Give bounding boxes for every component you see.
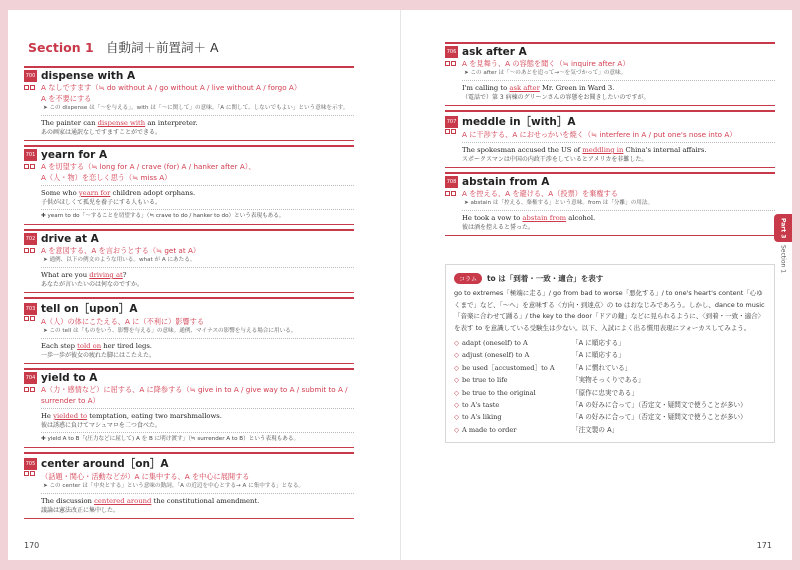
vocab-entry	[24, 297, 354, 364]
entry-phrase: dispense with A	[41, 70, 136, 82]
page-number-left: 170	[24, 541, 40, 550]
checkbox[interactable]	[30, 85, 35, 90]
column-list	[454, 337, 766, 436]
vocab-entry	[24, 145, 354, 225]
example-japanese: スポークスマンは中国の内政干渉をしているとアメリカを非難した。	[462, 156, 648, 163]
section-label: Section 1	[28, 40, 94, 55]
entry-head	[445, 114, 775, 129]
example-pre: The painter can	[41, 119, 98, 127]
example-english	[41, 118, 354, 128]
checkbox[interactable]	[451, 129, 456, 134]
vocab-entry	[24, 66, 354, 141]
checkbox[interactable]	[24, 164, 29, 169]
checkbox[interactable]	[24, 85, 29, 90]
side-tab-section: Section 1	[779, 244, 787, 274]
checkbox[interactable]	[30, 387, 35, 392]
example	[41, 493, 354, 515]
entry-meaning: A に干渉する、A におせっかいを焼く（≒ interfere in A / put one's nose into A）	[462, 130, 737, 139]
entry-body	[445, 129, 775, 164]
entry-note: ➤ この dispense は「～を与える」。with は「～に関して」の意味。「A に関して、しないでもよい」という意味を示す。	[43, 105, 349, 111]
entry-body	[445, 58, 775, 102]
entry-body	[445, 188, 775, 232]
entry-head	[24, 233, 354, 245]
example-post: alcohol.	[566, 214, 596, 222]
checkbox-group[interactable]	[24, 316, 35, 321]
column-list-item	[454, 362, 766, 374]
column-item-english: to A's liking	[462, 413, 502, 422]
entry-head	[445, 176, 775, 188]
column-box	[445, 264, 775, 443]
right-entry-column	[445, 42, 775, 240]
left-page	[8, 10, 400, 560]
entry-tip: ✚ yearn to do「～することを切望する」（≒ crave to do / hanker to do）という表現もある。	[41, 209, 354, 221]
entry-meaning: A を控える、A を避ける、A（投票）を棄権する	[462, 189, 618, 198]
vocab-entry	[445, 110, 775, 168]
example-post: children adopt orphans.	[110, 189, 196, 197]
column-item-english: to A's taste	[462, 401, 500, 410]
example-pre: He	[41, 412, 54, 420]
example-pre: What are you	[41, 271, 90, 279]
example-english	[41, 341, 354, 351]
diamond-bullet-icon: ◇	[454, 425, 460, 434]
example-highlight: ask after	[509, 84, 540, 92]
checkbox-group[interactable]	[24, 471, 35, 476]
example-english	[41, 496, 354, 506]
checkbox[interactable]	[30, 471, 35, 476]
example-pre: He took a vow to	[462, 214, 523, 222]
entry-head	[24, 149, 354, 161]
checkbox[interactable]	[30, 164, 35, 169]
checkbox[interactable]	[30, 248, 35, 253]
diamond-bullet-icon: ◇	[454, 376, 460, 385]
column-list-item	[454, 337, 766, 349]
example-post: an interpreter.	[145, 119, 198, 127]
example-english	[462, 145, 775, 155]
column-list-item	[454, 424, 766, 436]
example-japanese: 一歩一歩が彼女の疲れた脚にはこたえた。	[41, 352, 156, 359]
example	[462, 80, 775, 102]
column-item-japanese: 「実物そっくりである」	[572, 376, 645, 385]
example-japanese: 議論は憲法改正に集中した。	[41, 507, 120, 514]
entry-meaning: A（力・感情など）に屈する、A に降参する（≒ give in to A / give way to A / submit to A / surrender to A）	[41, 385, 348, 405]
example-pre: The spokesman accused the US of	[462, 146, 583, 154]
example-highlight: centered around	[94, 497, 152, 505]
column-list-item	[454, 387, 766, 399]
entry-body	[24, 316, 354, 360]
vocab-entry	[445, 172, 775, 236]
example-english	[41, 411, 354, 421]
entry-body	[24, 161, 354, 221]
entry-phrase: yearn for A	[41, 149, 108, 161]
column-list-item	[454, 349, 766, 361]
entry-meaning: A なしですます（≒ do without A / go without A / live without A / forgo A）	[41, 83, 302, 92]
entry-body	[24, 384, 354, 444]
example-post: China's internal affairs.	[623, 146, 707, 154]
entry-head	[24, 456, 354, 471]
vocab-entry	[24, 368, 354, 448]
example-japanese: 彼は酒を控えると誓った。	[462, 224, 535, 231]
entry-tip: ✚ yield A to B「(圧力などに屈して) A を B に明け渡す」（≒ surrender A to B）という表現もある。	[41, 432, 354, 444]
example-highlight: driving at	[89, 271, 123, 279]
column-item-japanese: 「A に順応する」	[572, 339, 625, 347]
entry-head	[445, 46, 775, 58]
column-item-japanese: 「A に順応する」	[572, 351, 625, 360]
example-english	[462, 83, 775, 93]
checkbox-group[interactable]	[445, 129, 456, 134]
column-item-japanese: 「A に慣れている」	[572, 363, 632, 372]
diamond-bullet-icon: ◇	[454, 351, 460, 360]
example-highlight: told on	[77, 342, 102, 350]
entry-head	[24, 372, 354, 384]
diamond-bullet-icon: ◇	[454, 388, 460, 397]
checkbox[interactable]	[24, 471, 29, 476]
column-item-english: be true to the original	[462, 388, 536, 397]
example	[41, 185, 354, 207]
entry-phrase: tell on［upon］A	[41, 303, 138, 315]
entry-number: 704	[24, 372, 37, 384]
column-item-japanese: 「注文製の A」	[572, 425, 619, 434]
example-pre: The discussion	[41, 497, 95, 505]
example-japanese: あなたが言いたいのは何なのですか。	[41, 281, 144, 288]
example-japanese: 子供がほしくて孤児を養子にする人もいる。	[41, 199, 162, 206]
entry-phrase: center around［on］A	[41, 458, 169, 470]
column-badge: コラム	[454, 273, 482, 284]
book-spread	[8, 10, 792, 560]
checkbox[interactable]	[24, 387, 29, 392]
vocab-entry	[24, 452, 354, 519]
entry-number: 703	[24, 303, 37, 315]
entry-phrase: abstain from A	[462, 176, 550, 188]
example-post: ?	[122, 271, 127, 279]
example-highlight: yielded to	[53, 412, 88, 420]
entry-meaning: A を意図する、A を言おうとする（≒ get at A）	[41, 246, 201, 255]
entry-note: ➤ この tell は「ものをいう、影響を与える」の意味。通例、マイナスの影響を与える場合に用いる。	[43, 328, 297, 334]
vocab-entry	[24, 229, 354, 293]
example-pre: I'm calling to	[462, 84, 510, 92]
side-tab-part: Part 3	[774, 214, 792, 242]
column-item-japanese: 「原作に忠実である」	[572, 388, 638, 397]
entry-note: ➤ abstain は「控える、棄権する」という意味。from は「分離」の用法。	[464, 200, 654, 206]
example	[41, 408, 354, 430]
column-list-item	[454, 399, 766, 411]
column-title: to は「到着・一致・適合」を表す	[486, 274, 604, 283]
example-post: temptation, eating two marshmallows.	[87, 412, 222, 420]
entry-phrase: drive at A	[41, 233, 99, 245]
entry-body	[24, 471, 354, 515]
entry-number: 700	[24, 70, 37, 82]
example-japanese: 彼は誘惑に負けてマシュマロを二つ食べた。	[41, 422, 161, 429]
vocab-entry	[445, 42, 775, 106]
entry-phrase: yield to A	[41, 372, 98, 384]
example-post: her tired legs.	[101, 342, 152, 350]
checkbox[interactable]	[445, 61, 450, 66]
example-highlight: dispense with	[97, 119, 146, 127]
entry-number: 701	[24, 149, 37, 161]
example	[41, 267, 354, 289]
column-item-english: be used［accustomed］to A	[462, 363, 555, 372]
entry-note: ➤ この after は「～のあとを追って→～を気づかって」の意味。	[464, 70, 627, 76]
column-text: go to extremes「極端に走る」/ go from bad to worse「悪化する」/ to one's heart's content「心ゆくまで」など、「～へ」を意味する〈方向・到達点〉の to はおなじみであろう。しかし、dance to music「音楽に合わせて踊る」/ the key to the door「ドアの鍵」などに見られるように、〈到着・一致・適合〉を表す to を意識している受験生は少ない。以下、入試によく出る慣用表現にフォーカスしてみよう。	[454, 289, 765, 332]
example-pre: Some who	[41, 189, 79, 197]
page-number-right: 171	[756, 541, 772, 550]
entry-number: 707	[445, 116, 458, 128]
right-page	[400, 10, 792, 560]
checkbox[interactable]	[451, 191, 456, 196]
column-item-english: A made to order	[462, 425, 517, 434]
example-highlight: yearn for	[78, 189, 111, 197]
column-header	[454, 273, 766, 284]
example-english	[41, 188, 354, 198]
checkbox-group[interactable]	[24, 248, 35, 253]
entry-note: ➤ 通例、以下の例文のような用いる。what が A にあたる。	[43, 257, 196, 263]
entry-meaning: （話題・関心・活動などが）A に集中する、A を中心に展開する	[41, 472, 250, 481]
entry-meaning: A（人）の体にこたえる、A に（不利に）影響する	[41, 317, 205, 326]
column-list-item	[454, 411, 766, 423]
column-item-english: be true to life	[462, 376, 508, 385]
example	[41, 115, 354, 137]
entry-head	[24, 301, 354, 316]
example	[462, 142, 775, 164]
diamond-bullet-icon: ◇	[454, 413, 460, 422]
checkbox-group[interactable]	[445, 61, 456, 66]
left-entry-column	[24, 66, 354, 523]
diamond-bullet-icon: ◇	[454, 401, 460, 410]
checkbox[interactable]	[451, 61, 456, 66]
example-pre: Each step	[41, 342, 78, 350]
example	[41, 338, 354, 360]
example-highlight: abstain from	[522, 214, 567, 222]
example-english	[462, 213, 775, 223]
checkbox-group[interactable]	[445, 191, 456, 196]
entry-number: 706	[445, 46, 458, 58]
example-highlight: meddling in	[582, 146, 624, 154]
column-item-english: adapt (oneself) to A	[462, 339, 528, 347]
checkbox-group[interactable]	[24, 387, 35, 392]
example-post: the constitutional amendment.	[151, 497, 260, 505]
entry-meaning: A を切望する（≒ long for A / crave (for) A / hanker after A）、	[41, 162, 256, 171]
section-title	[28, 38, 219, 56]
column-item-japanese: 「A の好みに合って」（否定文・疑問文で使うことが多い）	[572, 413, 747, 422]
checkbox[interactable]	[445, 129, 450, 134]
entry-meaning: A（人・物）を恋しく思う（≒ miss A）	[41, 173, 172, 182]
column-list-item	[454, 374, 766, 386]
entry-meaning: A を見舞う、A の容態を聞く（≒ inquire after A）	[462, 59, 630, 68]
column-item-japanese: 「A の好みに合って」（否定文・疑問文で使うことが多い）	[572, 401, 747, 410]
example-english	[41, 270, 354, 280]
example-japanese: あの画家は通訳なしですますことができる。	[41, 129, 162, 136]
entry-body	[24, 82, 354, 137]
side-tab[interactable]	[774, 214, 792, 272]
checkbox[interactable]	[445, 191, 450, 196]
diamond-bullet-icon: ◇	[454, 363, 460, 372]
example-post: Mr. Green in Ward 3.	[539, 84, 615, 92]
section-subtitle: 自動詞＋前置詞＋ A	[106, 40, 219, 55]
diamond-bullet-icon: ◇	[454, 339, 460, 347]
entry-number: 705	[24, 458, 37, 470]
checkbox-group[interactable]	[24, 164, 35, 169]
entry-number: 708	[445, 176, 458, 188]
entry-number: 702	[24, 233, 37, 245]
checkbox-group[interactable]	[24, 85, 35, 90]
checkbox[interactable]	[24, 248, 29, 253]
example	[462, 210, 775, 232]
entry-phrase: ask after A	[462, 46, 527, 58]
checkbox[interactable]	[24, 316, 29, 321]
entry-phrase: meddle in［with］A	[462, 116, 576, 128]
column-item-english: adjust (oneself) to A	[462, 351, 530, 360]
entry-meaning: A を不要にする	[41, 94, 92, 103]
entry-note: ➤ この center は「中央とする」という意味の動詞。「A の近辺を中心とする→ A に集中する」となる。	[43, 483, 305, 489]
example-japanese: （電話で）第 3 病棟のグリーンさんの容態をお聞きしたいのですが。	[462, 94, 650, 101]
entry-body	[24, 245, 354, 289]
checkbox[interactable]	[30, 316, 35, 321]
entry-head	[24, 70, 354, 82]
